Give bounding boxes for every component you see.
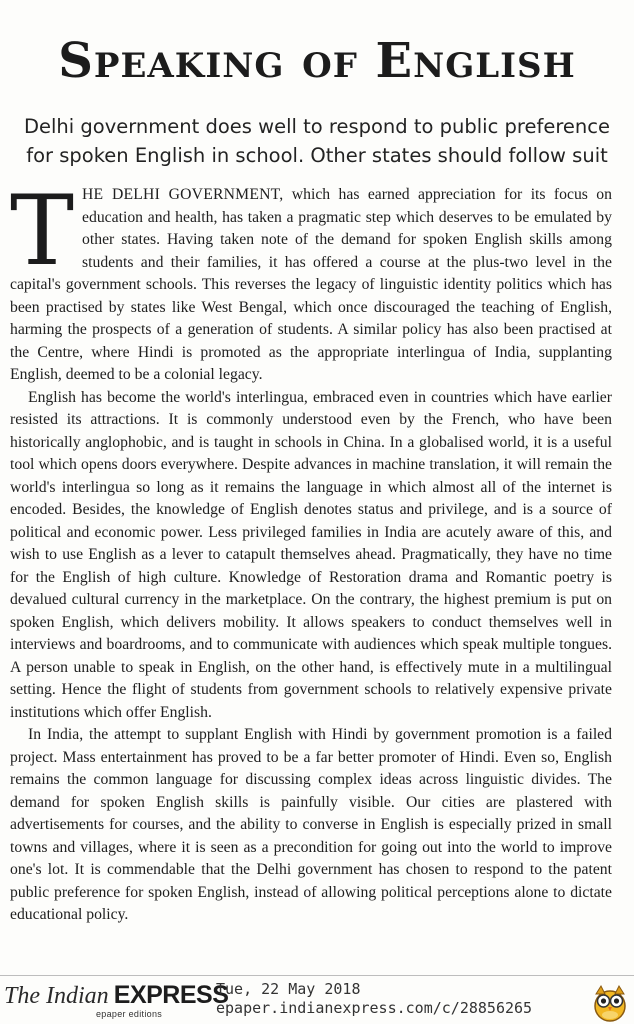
- edition-url[interactable]: epaper.indianexpress.com/c/28856265: [216, 999, 533, 1017]
- edition-date: Tue, 22 May 2018: [216, 980, 361, 998]
- owl-icon-graphic: [590, 982, 630, 1022]
- standfirst-line-1: Delhi government does well to respond to public preference: [23, 115, 611, 138]
- owl-icon: [590, 982, 630, 1022]
- standfirst: [14, 112, 620, 170]
- lead-in-caps: HE DELHI GOVERNMENT,: [82, 186, 284, 203]
- indian-express-logo[interactable]: [4, 979, 229, 1023]
- logo-subtitle: epaper editions: [96, 1009, 163, 1019]
- article-paragraph-2: English has become the world's interlingua, embraced even in countries which have earlier resisted its attractions. It is commonly understood even by the French, who have been historically anglophobic, and is taught in schools in China. In a globalised world, it is a useful tool which opens doors everywhere. Despite advances in machine translation, it will remain the world's interlingua so long as it remains the language in which almost all of the internet is encoded. Besides, the knowledge of English denotes status and privilege, and is a source of political and economic power. Less privileged families in India are acutely aware of this, and wish to use English as a lever to catapult themselves ahead. Pragmatically, they have no time for the English of high culture. Knowledge of Restoration drama and Romantic poetry is devalued cultural currency in the marketplace. On the contrary, the highest premium is put on spoken English, which delivers mobility. It allows speakers to conduct themselves well in interviews and boardrooms, and to communicate with audiences which speak multiple tongues. A person unable to speak in English, on the other hand, is effectively mute in a multilingual setting. Hence the flight of students from government schools to relatively expensive private institutions which offer English.: [10, 388, 612, 721]
- page-title: Speaking of English: [58, 33, 576, 89]
- drop-cap: T: [10, 175, 75, 287]
- footer-divider: [0, 975, 634, 976]
- article-paragraph-1: [10, 175, 612, 387]
- logo-the-indian: The Indian: [4, 983, 109, 1009]
- logo-wordmark: [4, 981, 228, 1010]
- standfirst-line-2: for spoken English in school. Other states should follow suit: [26, 144, 608, 167]
- article-paragraph-3: In India, the attempt to supplant English with Hindi by government promotion is a failed project. Mass entertainment has proved to be a far better promoter of Hindi. Even so, English remains the common language for discussing complex ideas across linguistic divides. The demand for spoken English skills is painfully visible. Our cities are plastered with advertisements for courses, and the ability to converse in English is especially prized in small towns and villages, where it is seen as a precondition for going out into the world to improve one's lot. It is commendable that the Delhi government has chosen to respond to the patent public preference for spoken English, instead of allowing political perceptions alone to dictate educational policy.: [10, 726, 612, 923]
- logo-express: EXPRESS: [113, 981, 229, 1009]
- article-body: [10, 175, 612, 927]
- paragraph-1-text: which has earned appreciation for its focus on education and health, has taken a pragmatic step which deserves to be emulated by other states. Having taken note of the demand for spoken English skills among students and their families, it has offered a course at the plus-two level in the capital's government schools. This reverses the legacy of linguistic identity politics which has been practised by states like West Bengal, which once discouraged the teaching of English, harming the prospects of a generation of students. A similar policy has also been practised at the Centre, where Hindi is promoted as the appropriate interlingua of India, supplanting English, deemed to be a colonial legacy.: [10, 186, 612, 383]
